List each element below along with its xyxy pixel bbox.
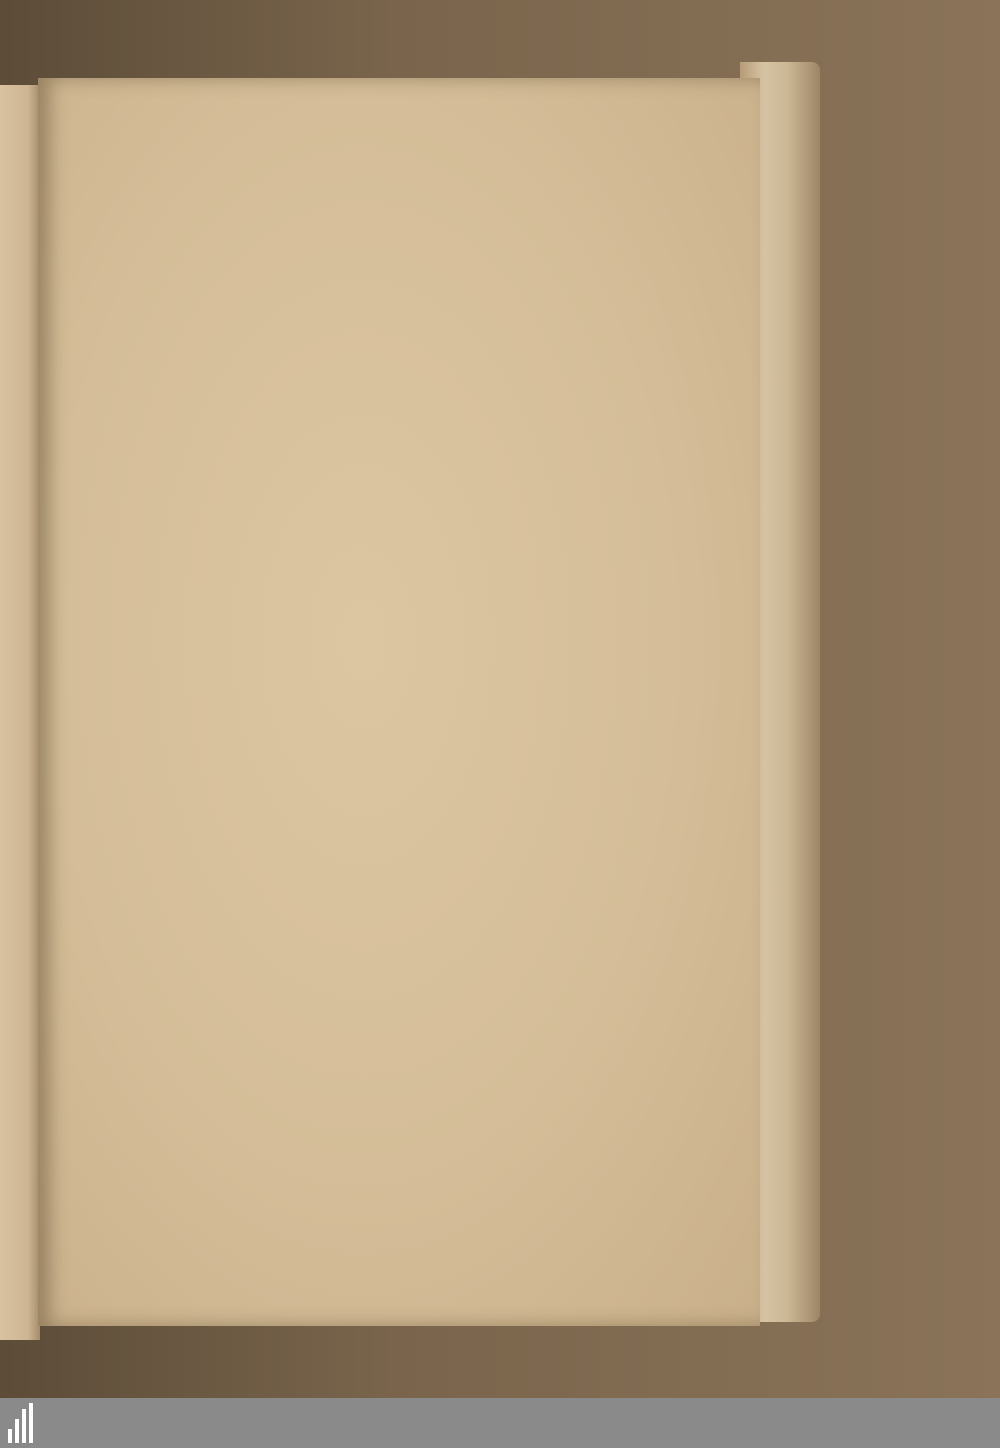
section-title [84,178,616,234]
book-page [38,78,760,1326]
page-footer [84,308,616,344]
text-block [84,138,616,344]
prayer-one-last-line [84,234,616,270]
running-header [84,138,616,174]
library-footer-bar [0,1398,1000,1448]
library-logo-icon [8,1403,48,1443]
oremus-heading [84,270,616,306]
previous-page-edge [0,85,40,1340]
